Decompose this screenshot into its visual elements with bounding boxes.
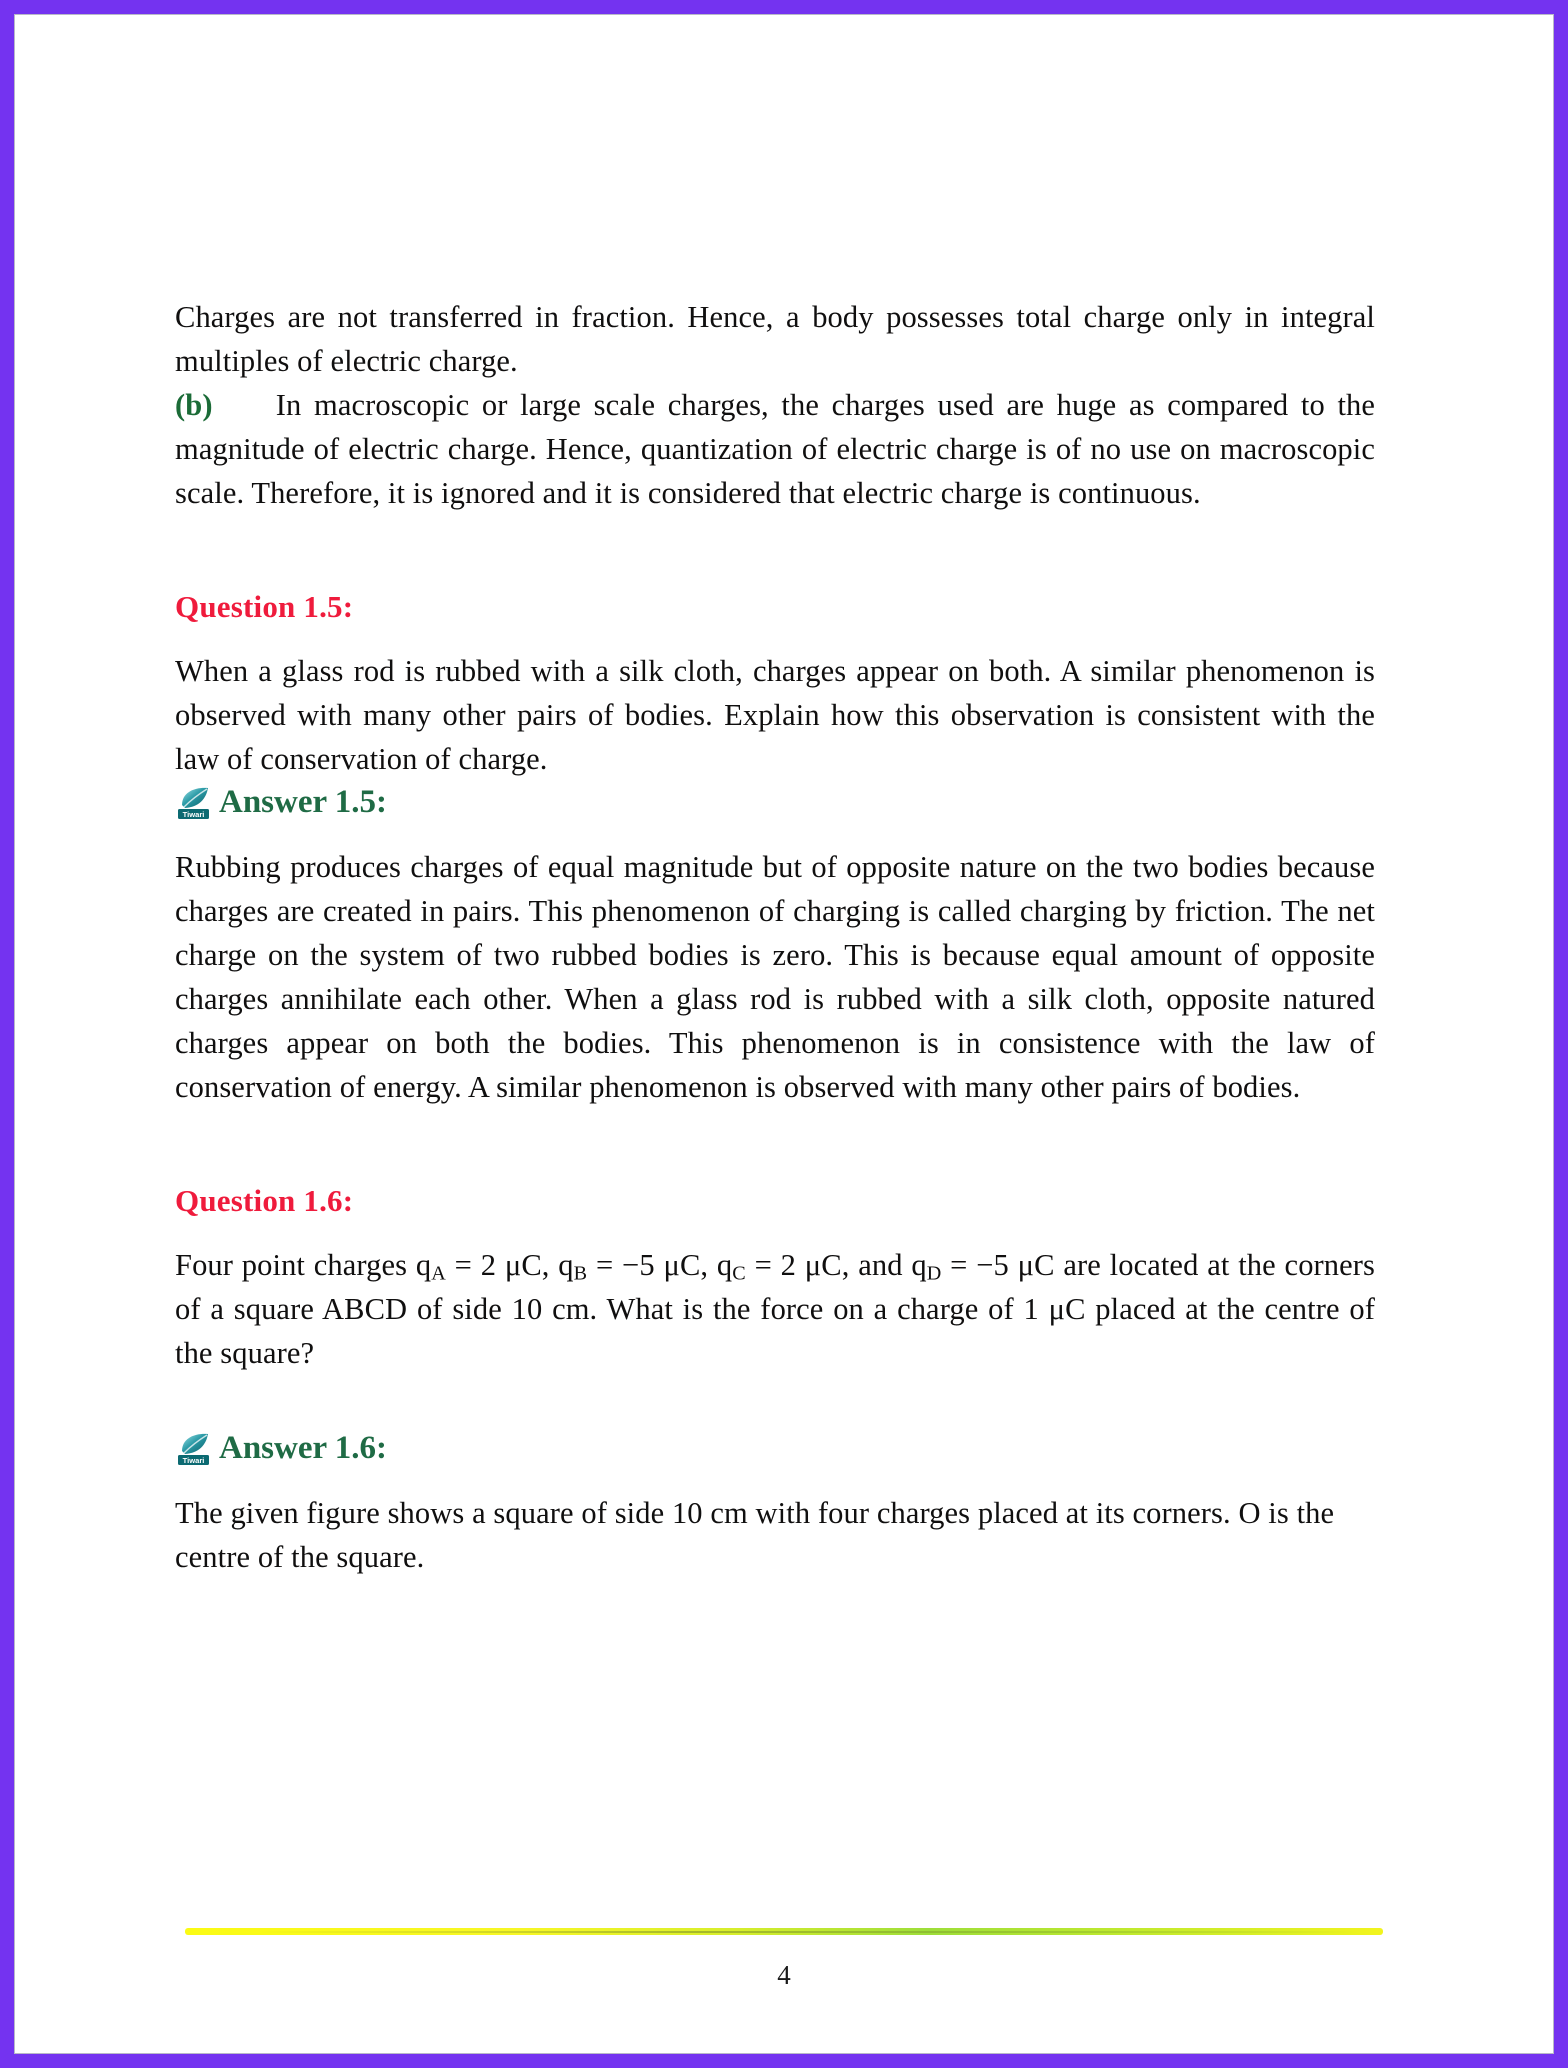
question-1-5-text: When a glass rod is rubbed with a silk cloth, charges appear on both. A similar phenomenon is observed with many other pairs of bodies. Explain how this observation is consistent with the law of conservation of charge. — [175, 654, 1375, 776]
answer-1-5-heading-row — [175, 781, 1375, 823]
page-sheet — [14, 14, 1554, 2054]
q-d-subscript: D — [926, 1262, 942, 1285]
q16-prefix: Four point charges q — [175, 1248, 432, 1282]
spacer — [175, 1109, 1375, 1181]
q-d-value: = −5 μC are located at the corners of a square ABCD of side 10 cm. What is the force on a charge of 1 μC placed at the centre of the square? — [175, 1248, 1376, 1370]
part-b-spacer — [213, 388, 276, 422]
q-c-value: = 2 μC, and q — [745, 1248, 927, 1282]
q-b-value: = −5 μC, q — [587, 1248, 733, 1282]
page-number: 4 — [777, 1960, 791, 1990]
part-b-text: In macroscopic or large scale charges, the charges used are huge as compared to the magnitude of electric charge. Hence, quantization of electric charge is of no use on macroscopic scale. Therefore, it is ignored and it is considered that electric charge is continuous. — [175, 388, 1375, 510]
answer-1-6-heading-row — [175, 1427, 1375, 1469]
q-a-subscript: A — [431, 1262, 446, 1285]
answer-1-6-text: The given figure shows a square of side 10 cm with four charges placed at its corners. O is the centre of the square. — [175, 1496, 1335, 1574]
spacer — [175, 1375, 1375, 1427]
svg-text:Tiwari: Tiwari — [182, 1456, 205, 1465]
answer-1-5-heading-label: Answer 1.5: — [219, 784, 388, 820]
part-b-label: (b) — [175, 388, 213, 422]
spacer — [175, 627, 1375, 649]
answer-1-5-text: Rubbing produces charges of equal magnitude but of opposite nature on the two bodies because charges are created in pairs. This phenomenon of charging is called charging by friction. The net charge on the system of two rubbed bodies is zero. This is because equal amount of opposite charges annihilate each other. When a glass rod is rubbed with a silk cloth, opposite natured charges appear on both the bodies. This phenomenon is in consistence with the law of conservation of energy. A similar phenomenon is observed with many other pairs of bodies. — [175, 850, 1375, 1104]
q-b-subscript: B — [573, 1262, 588, 1285]
svg-text:Tiwari: Tiwari — [182, 810, 205, 819]
footer-divider — [185, 1928, 1383, 1935]
tiwari-academy-logo-icon — [175, 1431, 215, 1467]
question-1-6-text — [175, 1243, 1375, 1375]
question-1-6-heading: Question 1.6: — [175, 1183, 354, 1218]
answer-1-6-heading-label: Answer 1.6: — [219, 1430, 388, 1466]
q-a-value: = 2 μC, q — [445, 1248, 574, 1282]
spacer — [175, 1221, 1375, 1243]
spacer — [175, 1469, 1375, 1491]
question-1-5-heading: Question 1.5: — [175, 589, 354, 624]
paragraph-part-b — [175, 383, 1375, 515]
spacer — [175, 823, 1375, 845]
q-c-subscript: C — [732, 1262, 746, 1285]
tiwari-academy-logo-icon — [175, 785, 215, 821]
spacer — [175, 515, 1375, 587]
paragraph-charges-fraction: Charges are not transferred in fraction. Hence, a body possesses total charge only in integral multiples of electric charge. — [175, 300, 1375, 378]
page-content-area — [175, 295, 1375, 1579]
